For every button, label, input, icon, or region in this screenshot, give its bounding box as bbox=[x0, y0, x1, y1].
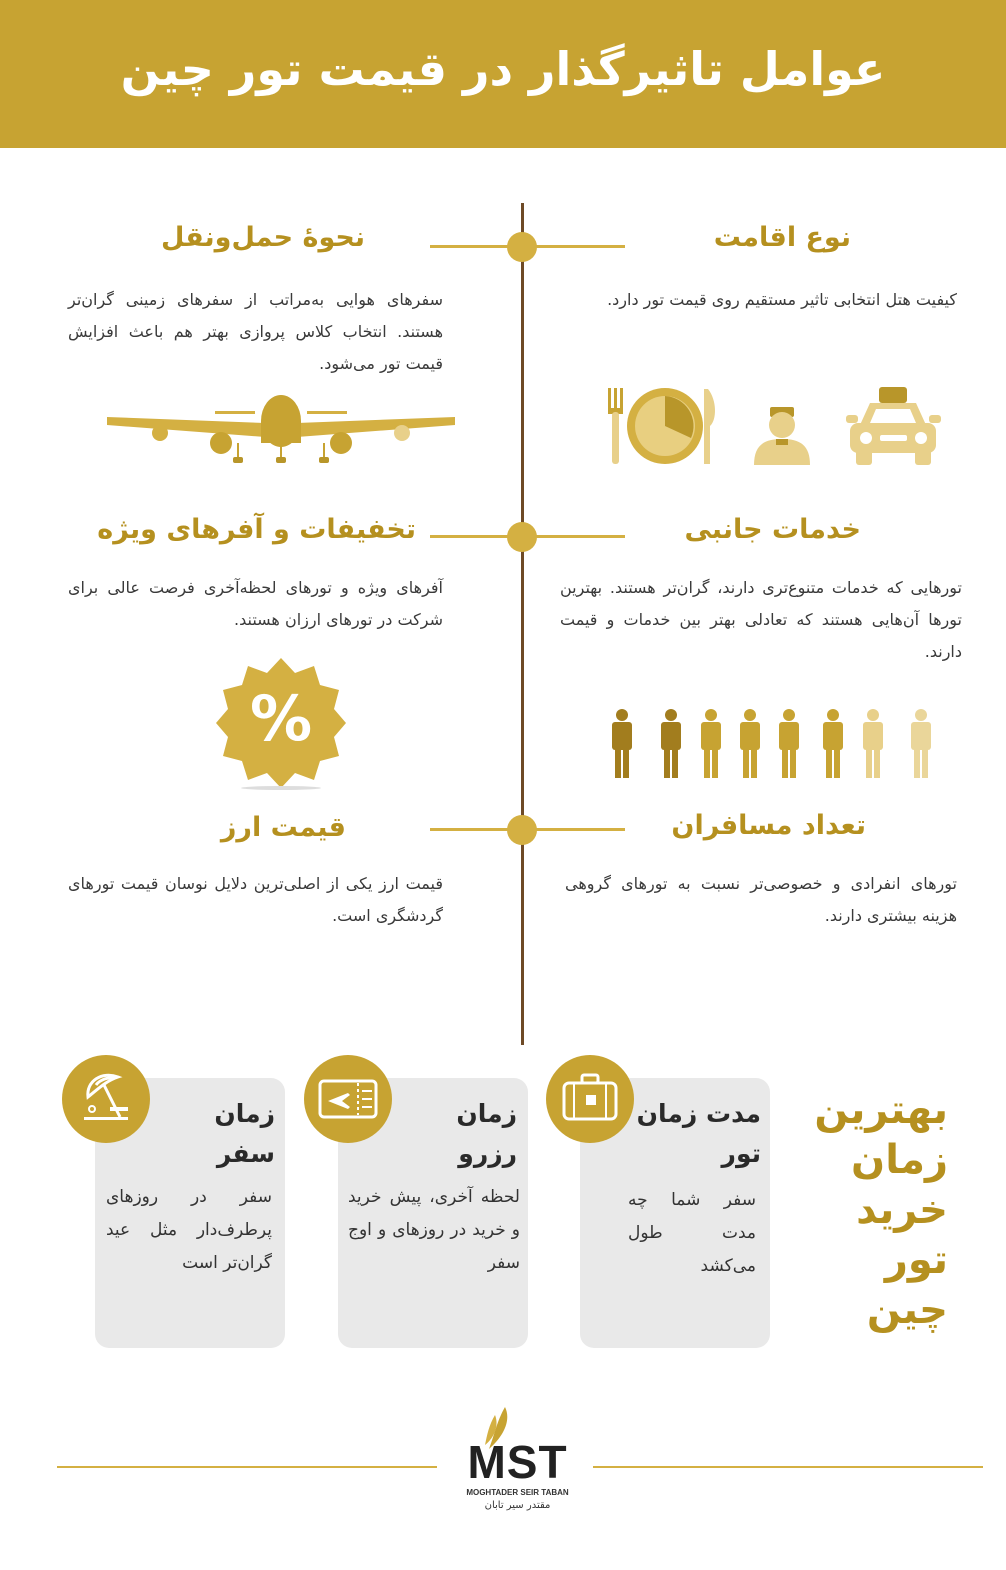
dining-plate-icon bbox=[605, 386, 720, 468]
airplane-icon bbox=[105, 395, 457, 465]
logo-text: MST bbox=[467, 1436, 568, 1488]
suitcase-icon bbox=[546, 1055, 634, 1143]
timeline-node bbox=[507, 815, 537, 845]
best-time-line: چین bbox=[866, 1287, 948, 1333]
timeline-line bbox=[521, 203, 524, 1045]
discount-badge-label: % bbox=[249, 682, 313, 755]
beach-umbrella-icon bbox=[62, 1055, 150, 1143]
card-tour-duration-circle bbox=[546, 1055, 634, 1143]
bellboy-icon bbox=[752, 405, 812, 467]
card-tour-duration-text: سفر شما چه مدت طول می‌کشد bbox=[628, 1190, 756, 1276]
currency-title: قیمت ارز bbox=[220, 812, 346, 843]
best-time-line: تور bbox=[884, 1237, 948, 1283]
brand-name-fa: مقتدر سیر تابان bbox=[484, 1500, 551, 1511]
transport-title: نحوهٔ حمل‌ونقل bbox=[161, 222, 365, 253]
best-time-line: خرید bbox=[856, 1187, 948, 1233]
brand-logo bbox=[455, 1405, 580, 1515]
flight-ticket-icon bbox=[304, 1055, 392, 1143]
timeline-node bbox=[507, 232, 537, 262]
transport-text: سفرهای هوایی به‌مراتب از سفرهای زمینی گران‌تر هستند. انتخاب کلاس پروازی بهتر هم باعث افزایش قیمت تور می‌شود. bbox=[68, 290, 443, 373]
discounts-title: تخفیفات و آفرهای ویژه bbox=[97, 514, 416, 545]
header-banner bbox=[0, 0, 1006, 148]
people-icon bbox=[606, 708, 941, 780]
card-booking-time-circle bbox=[304, 1055, 392, 1143]
taxi-icon bbox=[846, 385, 941, 467]
brand-name-en: MOGHTADER SEIR TABAN bbox=[466, 1488, 569, 1497]
services-text: تورهایی که خدمات متنوع‌تری دارند، گران‌تر هستند. بهترین تورها آن‌هایی هستند که تعادلی بهتر بین خدمات و قیمت دارند. bbox=[560, 578, 962, 661]
discounts-text: آفرهای ویژه و تورهای لحظه‌آخری فرصت عالی برای شرکت در تورهای ارزان هستند. bbox=[68, 578, 443, 629]
card-tour-duration-title: مدت زمان تور bbox=[636, 1099, 761, 1168]
services-title: خدمات جانبی bbox=[684, 514, 861, 545]
travelers-title: تعداد مسافران bbox=[671, 810, 866, 841]
card-booking-time-title: زمان رزرو bbox=[456, 1099, 517, 1168]
footer-divider bbox=[57, 1466, 437, 1468]
card-travel-time-text: سفر در روزهای پرطرف‌دار مثل عید گران‌تر است bbox=[106, 1187, 272, 1273]
timeline-node bbox=[507, 522, 537, 552]
card-travel-time-title: زمان سفر bbox=[214, 1099, 275, 1168]
best-time-line: زمان bbox=[851, 1137, 948, 1183]
best-time-heading bbox=[808, 1085, 948, 1335]
page-title: عوامل تاثیرگذار در قیمت تور چین bbox=[120, 42, 886, 96]
best-time-line: بهترین bbox=[814, 1087, 948, 1133]
travelers-text: تورهای انفرادی و خصوصی‌تر نسبت به تورهای گروهی هزینه بیشتری دارند. bbox=[565, 874, 957, 925]
currency-text: قیمت ارز یکی از اصلی‌ترین دلایل نوسان قیمت تورهای گردشگری است. bbox=[68, 874, 443, 925]
footer-divider bbox=[593, 1466, 983, 1468]
card-travel-time-circle bbox=[62, 1055, 150, 1143]
card-booking-time-text: لحظه آخری، پیش خرید و خرید در روزهای و اوج سفر bbox=[348, 1187, 520, 1273]
accommodation-title: نوع اقامت bbox=[713, 222, 851, 253]
accommodation-text: کیفیت هتل انتخابی تاثیر مستقیم روی قیمت تور دارد. bbox=[607, 290, 957, 309]
discount-badge-icon bbox=[216, 656, 346, 790]
